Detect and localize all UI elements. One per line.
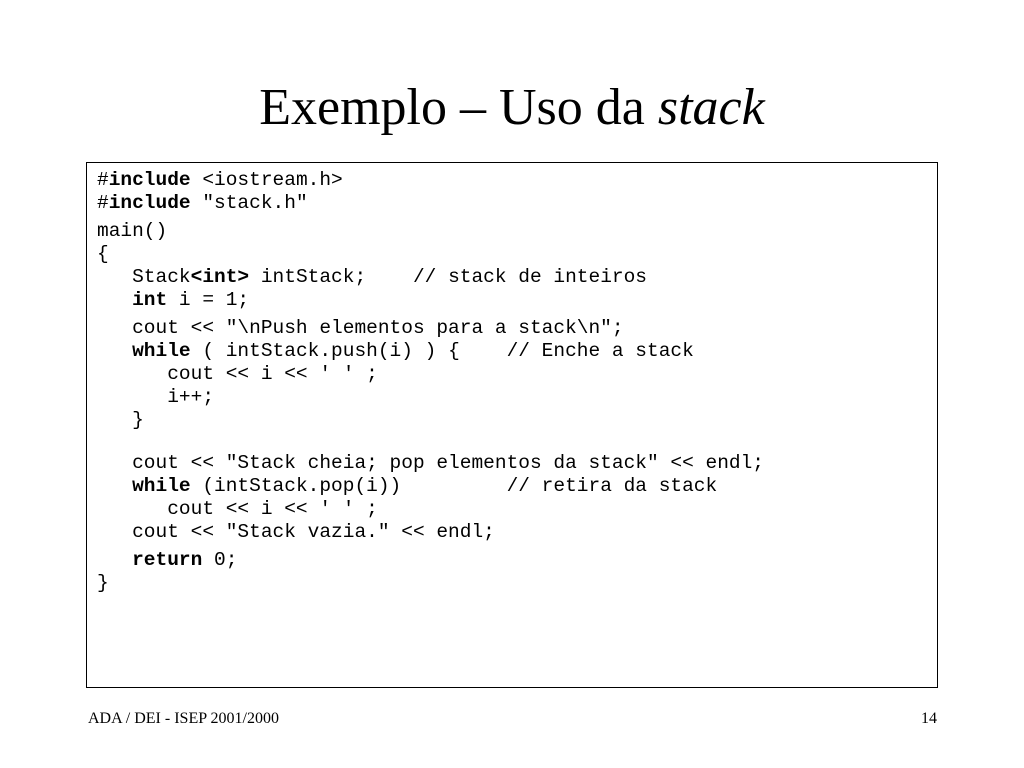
page-number: 14 bbox=[921, 710, 937, 727]
code-text: (intStack.pop(i)) // retira da stack bbox=[190, 475, 718, 497]
code-text: 0; bbox=[202, 549, 238, 571]
title-emphasis: stack bbox=[657, 79, 765, 136]
code-keyword: while bbox=[132, 340, 191, 362]
code-text bbox=[97, 549, 132, 571]
code-line-14 bbox=[97, 498, 927, 521]
code-line-13 bbox=[97, 475, 927, 498]
code-text: "stack.h" bbox=[190, 192, 308, 214]
code-line-11 bbox=[97, 409, 927, 432]
code-line-7 bbox=[97, 317, 927, 340]
code-line-16 bbox=[97, 549, 927, 572]
code-text: intStack; // stack de inteiros bbox=[249, 266, 648, 288]
code-text: i++; bbox=[97, 386, 215, 408]
code-text bbox=[97, 475, 132, 497]
code-text: cout << "Stack cheia; pop elementos da stack" << endl; bbox=[97, 452, 765, 474]
code-text: cout << "Stack vazia." << endl; bbox=[97, 521, 495, 543]
code-keyword: include bbox=[108, 169, 191, 191]
code-line-12 bbox=[97, 452, 927, 475]
code-keyword: <int> bbox=[190, 266, 250, 288]
title-main: Exemplo – Uso da bbox=[259, 79, 658, 136]
code-keyword: while bbox=[132, 475, 191, 497]
code-text: } bbox=[97, 572, 109, 594]
code-block bbox=[97, 169, 927, 595]
code-keyword: int bbox=[132, 289, 168, 311]
code-line-9 bbox=[97, 363, 927, 386]
code-line-17 bbox=[97, 572, 927, 595]
code-line-2 bbox=[97, 192, 927, 215]
code-text bbox=[97, 340, 132, 362]
code-text: cout << i << ' ' ; bbox=[97, 363, 378, 385]
code-hash: # bbox=[97, 192, 109, 214]
code-hash: # bbox=[97, 169, 109, 191]
code-text: cout << i << ' ' ; bbox=[97, 498, 378, 520]
code-line-10 bbox=[97, 386, 927, 409]
code-line-5 bbox=[97, 266, 927, 289]
code-text: ( intStack.push(i) ) { // Enche a stack bbox=[190, 340, 694, 362]
code-line-1 bbox=[97, 169, 927, 192]
code-line-15 bbox=[97, 521, 927, 544]
code-text: { bbox=[97, 243, 109, 265]
code-keyword: include bbox=[108, 192, 191, 214]
code-line-4 bbox=[97, 243, 927, 266]
code-text: cout << "\nPush elementos para a stack\n"; bbox=[97, 317, 624, 339]
code-text: main() bbox=[97, 220, 168, 242]
code-text: Stack bbox=[97, 266, 191, 288]
code-text: <iostream.h> bbox=[190, 169, 343, 191]
slide-title bbox=[0, 76, 1024, 140]
code-text: } bbox=[97, 409, 144, 431]
footer-course: ADA / DEI - ISEP 2001/2000 bbox=[88, 710, 279, 727]
code-keyword: return bbox=[132, 549, 203, 571]
code-line-3 bbox=[97, 220, 927, 243]
code-text: i = 1; bbox=[167, 289, 250, 311]
code-text bbox=[97, 289, 132, 311]
code-line-6 bbox=[97, 289, 927, 312]
code-line-8 bbox=[97, 340, 927, 363]
code-box bbox=[86, 162, 938, 688]
